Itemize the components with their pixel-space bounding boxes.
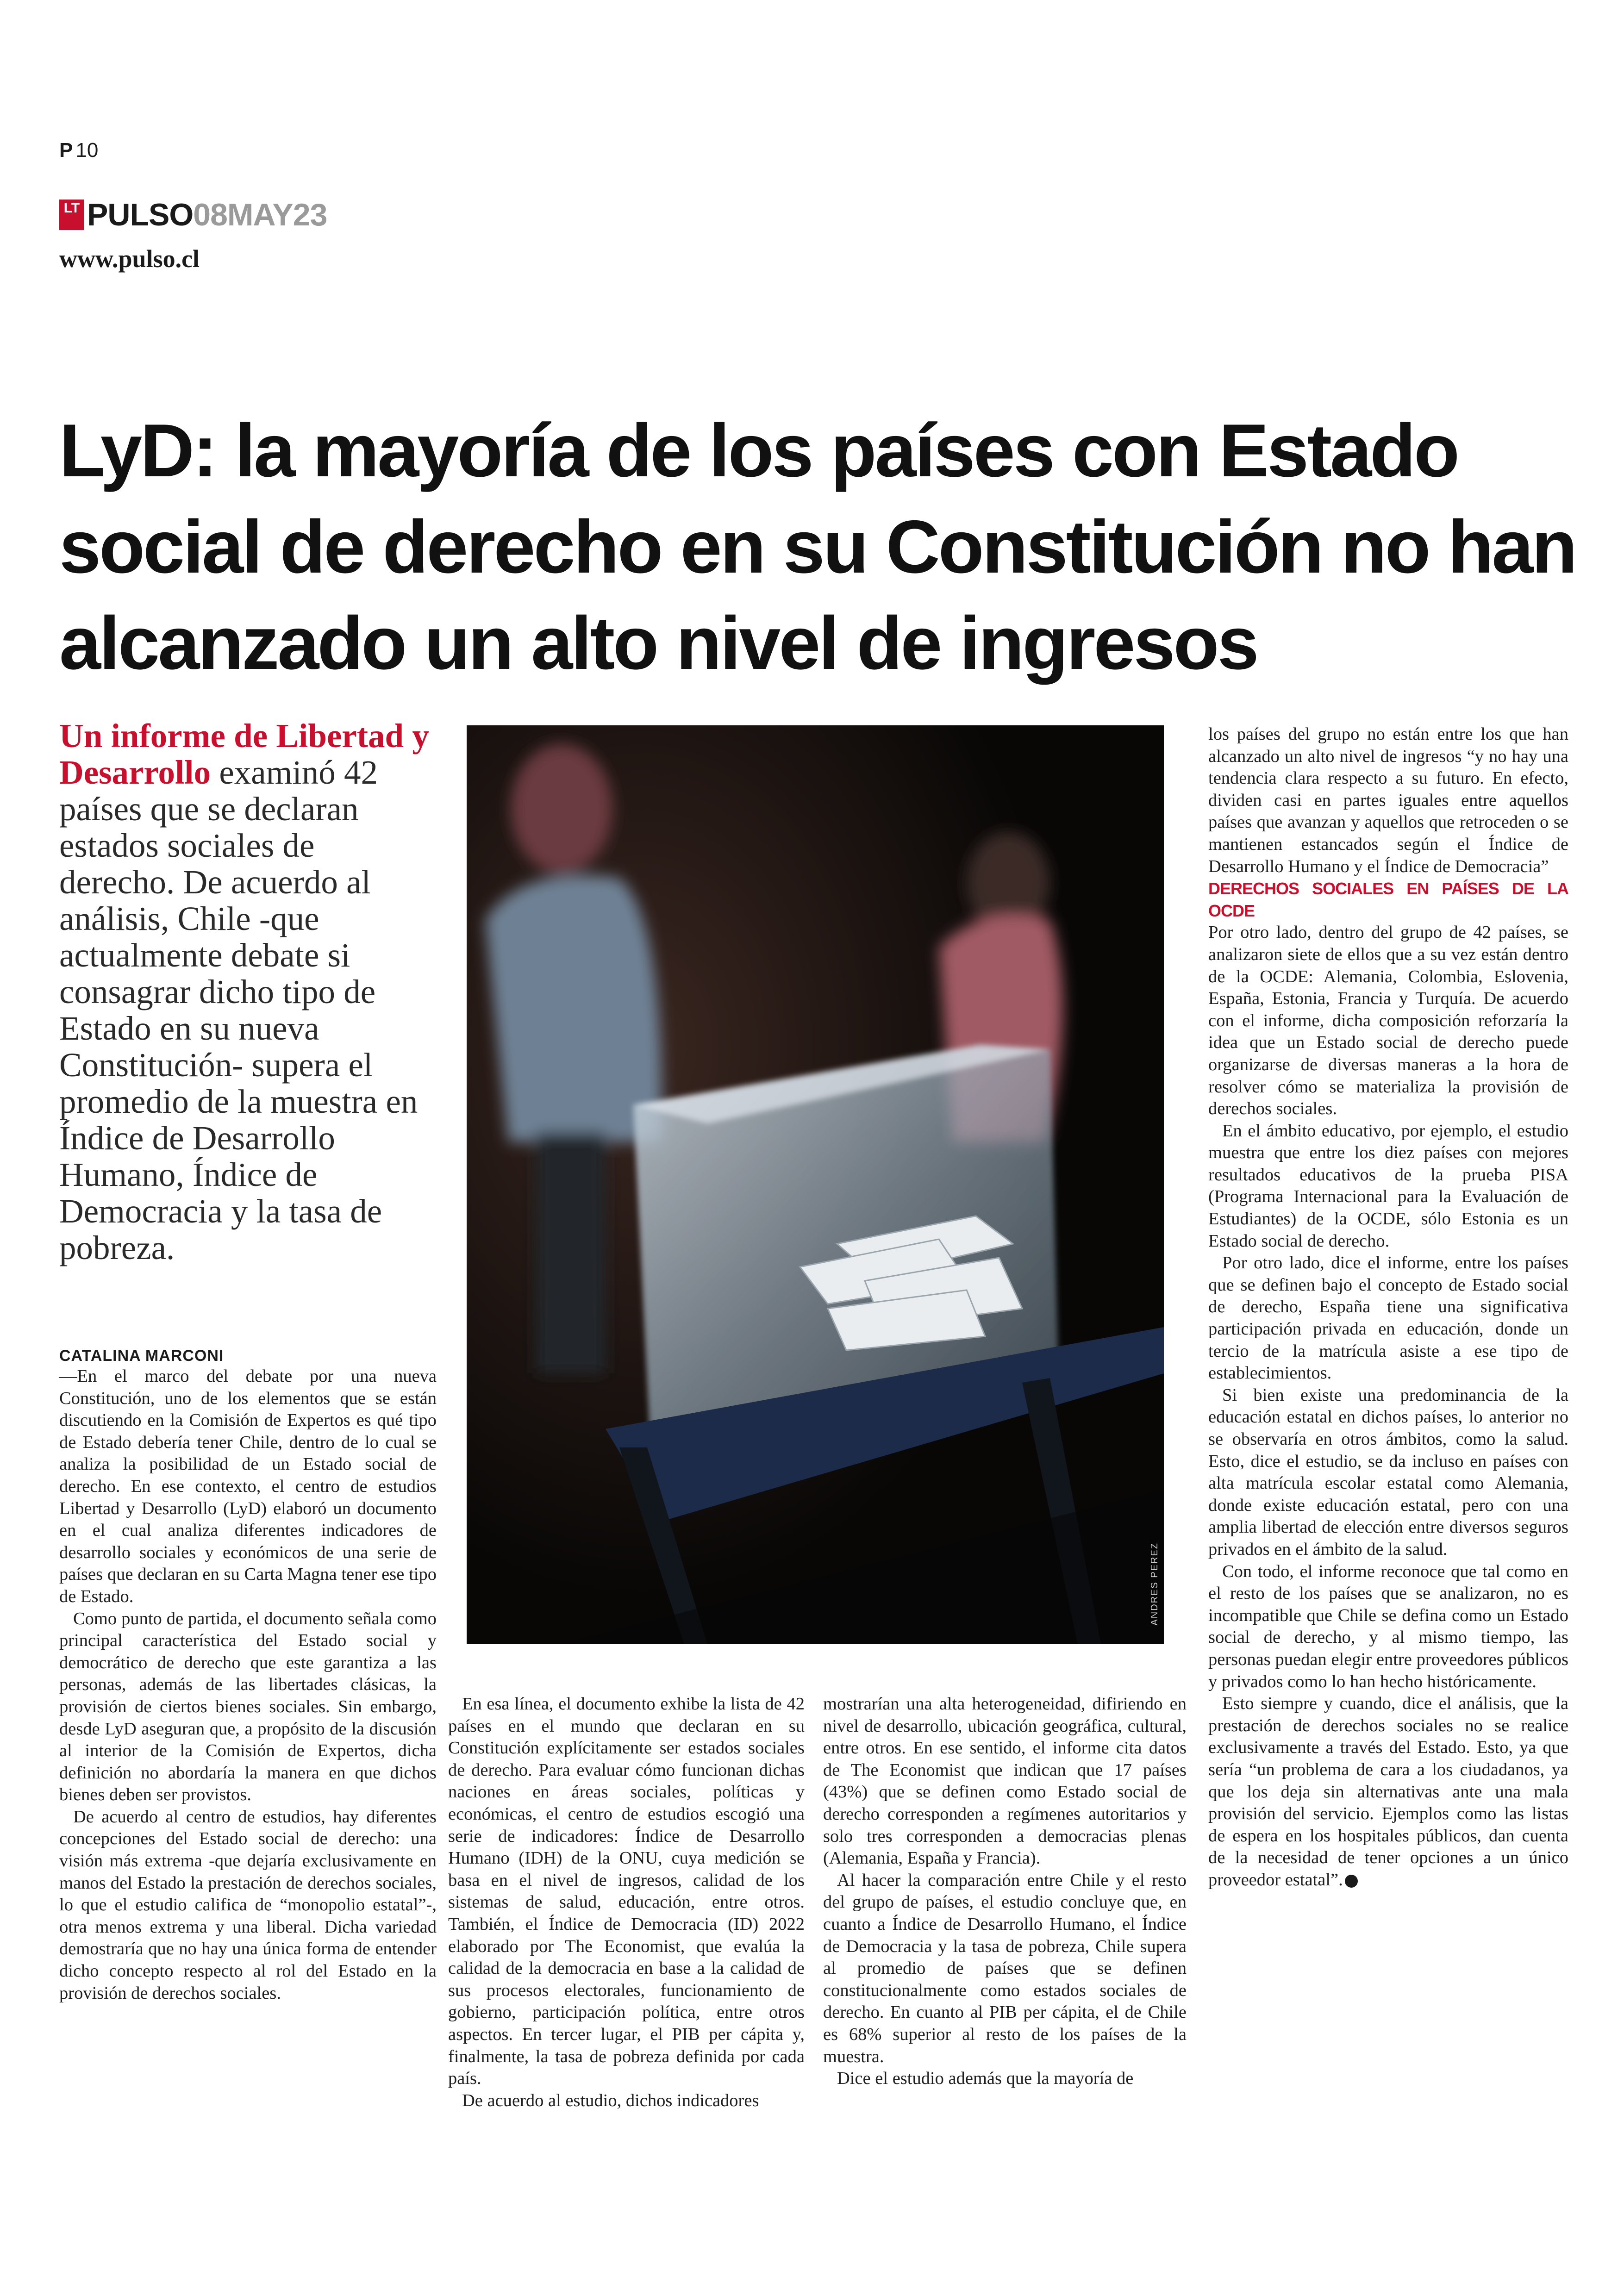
photo-credit: ANDRES PEREZ [1149,1542,1160,1626]
ballot-box-photo [467,725,1164,1644]
lt-logo [59,200,84,230]
edition-date: 08MAY23 [193,197,327,232]
lt-logo-text: LT [63,200,80,216]
article-column-3 [823,1693,1187,2090]
paragraph-text: Esto siempre y cuando, dice el análisis, que la prestación de derechos sociales no se realice exclusivamente a través del Estado. Esto, ya que sería “un problema de cara a los ciudadanos, ya que los deja sin alternativas ante una mala provisión del servicio. Ejemplos como las listas de espera en los hospitales públicos, dan cuenta de la necesidad de tener opciones a un único proveedor estatal”. [1208,1694,1568,1890]
photo-illustration [467,725,1164,1644]
paragraph: De acuerdo al estudio, dichos indicadores [462,2090,759,2110]
paragraph: Dice el estudio además que la mayoría de [837,2069,1134,2089]
page-number-value: 10 [75,139,99,162]
brand-name: PULSO [87,197,194,232]
page-number [59,139,98,162]
paragraph: De acuerdo al centro de estudios, hay diferentes concepciones del Estado social de derecho: una visión más extrema -que dejaría exclusivamente en manos del Estado la prestación de derechos sociales, lo que el estudio califica de “monopolio estatal”-, otra menos extrema y una liberal. Dicha variedad demostraría que no hay una única forma de entender dicho concepto respecto al rol del Estado en la provisión de derechos sociales. [59,1807,437,2003]
byline: CATALINA MARCONI [59,1347,224,1365]
paragraph: —En el marco del debate por una nueva Constitución, uno de los elementos que se están discutiendo en la Comisión de Expertos es qué tipo de Estado debería tener Chile, dentro de lo cual se analiza la posibilidad de un Estado social de derecho. En ese contexto, el centro de estudios Libertad y Desarrollo (LyD) elaboró un documento en el cual analiza diferentes indicadores de desarrollo sociales y económicos de una serie de países que declaran en su Carta Magna tener ese tipo de Estado. [59,1366,437,1606]
paragraph: Como punto de partida, el documento señala como principal característica del Estado social y democrático de derecho que este garantiza a las personas, además de las libertades clásicas, la provisión de ciertos bienes sociales. Sin embargo, desde LyD aseguran que, a propósito de la discusión al interior de la Comisión de Expertos, dicha definición no abordaría la manera en que dichos bienes deben ser provistos. [59,1609,437,1805]
page-prefix: P [59,139,73,162]
paragraph: Por otro lado, dentro del grupo de 42 países, se analizaron siete de ellos que a su vez están dentro de la OCDE: Alemania, Colombia, Eslovenia, España, Estonia, Francia y Turquía. De acuerdo con el informe, dicha composición reforzaría la idea que un Estado social de derecho puede organizarse de diversas maneras a la hora de resolver cómo se materializa la provisión de derechos sociales. [1208,923,1568,1119]
article-column-4 [1208,723,1568,1891]
paragraph: los países del grupo no están entre los que han alcanzado un alto nivel de ingresos “y no hay una tendencia clara respecto a su futuro. En efecto, dividen casi en partes iguales entre aquellos países que avanzan y aquellos que retroceden o se mantienen estancados según el Índice de Desarrollo Humano y el Índice de Democracia” [1208,724,1568,876]
headline: LyD: la mayoría de los países con Estado social de derecho en su Constitución no han alcanzado un alto nivel de ingresos [59,409,1576,685]
deck-text: examinó 42 países que se declaran estados sociales de derecho. De acuerdo al análisis, Chile -que actualmente debate si consagrar dicho tipo de Estado en su nueva Constitución- supera el promedio de la muestra en Índice de Desarrollo Humano, Índice de Democracia y la tasa de pobreza. [59,754,418,1266]
article-column-2 [448,1693,805,2112]
paragraph: mostrarían una alta heterogeneidad, difiriendo en nivel de desarrollo, ubicación geográfica, cultural, entre otros. En ese sentido, el informe cita datos de The Economist que indican que 17 países (43%) que se definen como Estado social de derecho corresponden a regímenes autoritarios y solo tres corresponden a democracias plenas (Alemania, España y Francia). [823,1694,1187,1868]
paragraph-last [1208,1693,1568,1891]
paragraph: Al hacer la comparación entre Chile y el resto del grupo de países, el estudio concluye que, en cuanto a Índice de Desarrollo Humano, el Índice de Democracia y la tasa de pobreza, Chile supera al promedio de países que se definen constitucionalmente como estados sociales de derecho. En cuanto al PIB per cápita, el de Chile es 68% superior al resto de los países de la muestra. [823,1870,1187,2066]
deck [59,717,430,1266]
paragraph: Si bien existe una predominancia de la educación estatal en dichos países, lo anterior no se observaría en otros ámbitos, como la salud. Esto, dice el estudio, se da incluso en países con alta matrícula escolar estatal como Alemania, donde existe educación estatal, pero con una amplia libertad de elección entre diversos seguros privados en el ámbito de la salud. [1208,1385,1568,1559]
deck-lead: Un informe de Libertad y Desarrollo [59,717,429,791]
end-mark-icon: P [1345,1875,1358,1888]
masthead [59,199,327,231]
paragraph: En el ámbito educativo, por ejemplo, el estudio muestra que entre los diez países con mejores resultados educativos de la prueba PISA (Programa Internacional para la Evaluación de Estudiantes) de la OCDE, sólo Estonia es un Estado social de derecho. [1208,1121,1568,1251]
paragraph: Por otro lado, dice el informe, entre los países que se definen bajo el concepto de Estado social de derecho, España tiene una significativa participación privada en educación, donde un tercio de la matrícula asiste a ese tipo de establecimientos. [1208,1253,1568,1383]
article-column-1 [59,1366,437,2004]
paragraph: En esa línea, el documento exhibe la lista de 42 países en el mundo que declaran en su Constitución explícitamente ser estados sociales de derecho. Para evaluar cómo funcionan dichas naciones en áreas sociales, políticas y económicas, el centro de estudios escogió una serie de indicadores: Índice de Desarrollo Humano (IDH) de la ONU, cuya medición se basa en el nivel de ingresos, calidad de los sistemas de salud, educación, entre otros. También, el Índice de Democracia (ID) 2022 elaborado por The Economist, que evalúa la calidad de la democracia en base a la calidad de sus procesos electorales, funcionamiento de gobierno, participación política, entre otros aspectos. En tercer lugar, el PIB per cápita y, finalmente, la tasa de pobreza definida por cada país. [448,1694,805,2089]
paragraph: Con todo, el informe reconoce que tal como en el resto de los países que se analizaron, no es incompatible que Chile se defina como un Estado social de derecho, y al mismo tiempo, las personas puedan elegir entre proveedores públicos y privados como lo han hecho históricamente. [1208,1561,1568,1691]
section-subhead: DERECHOS SOCIALES EN PAÍSES DE LA OCDE [1208,879,1568,920]
website-url[interactable]: www.pulso.cl [59,245,200,273]
